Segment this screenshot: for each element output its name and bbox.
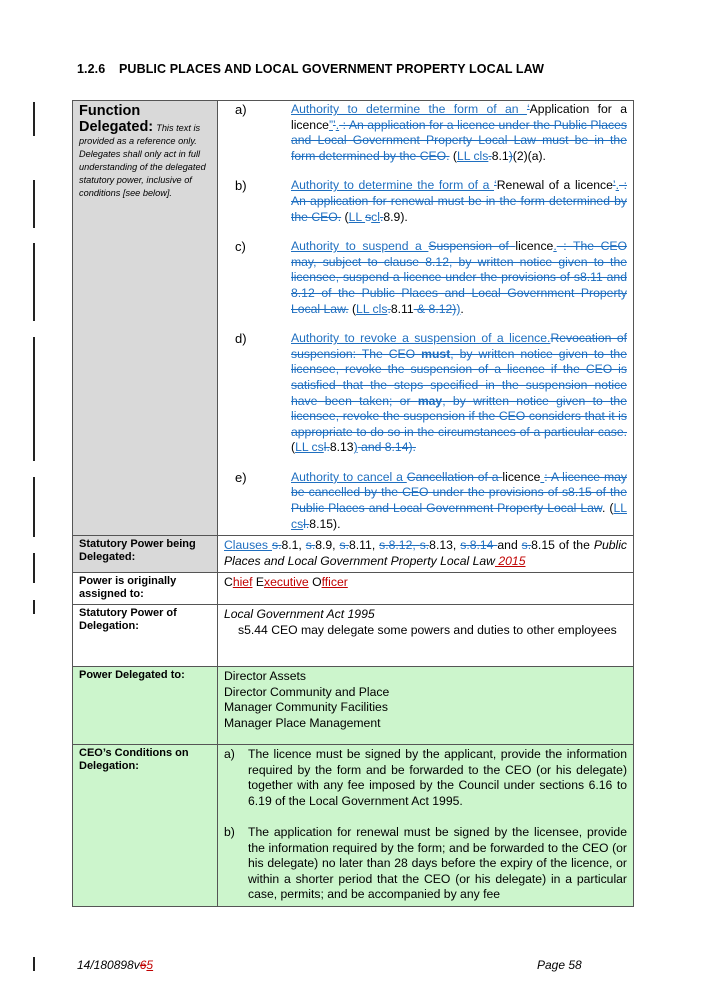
text-run: ( — [341, 209, 349, 224]
section-heading — [77, 62, 544, 76]
text-run: Authority to determine the form of an — [291, 102, 527, 116]
function-delegated-label: Function Delegated: — [79, 103, 154, 135]
change-bar — [33, 337, 35, 461]
text-run: : The CEO may, subject to clause 8.12, by written notice given to the licensee, suspend a licence under the provisions of s8.11 and 8.12 of the Public Places and Local Government Property Local Law. — [291, 239, 627, 316]
text-run: and 8.14) — [357, 440, 413, 455]
text-run: Clauses — [224, 538, 272, 553]
statutory-power-label: Statutory Power being Delegated: — [73, 536, 218, 573]
doc-version-inserted: 5 — [146, 958, 154, 972]
text-run: 8.9). — [383, 209, 408, 224]
text-run: . — [345, 538, 349, 553]
text-run: 8.13 — [329, 440, 354, 455]
function-delegated-note: This text is provided as a reference only. Delegates shall only act in full understanding of the delegated statutory power, inclusive of conditions [see below]. — [79, 123, 206, 198]
statutory-power-row — [73, 536, 634, 573]
item-letter: e) — [235, 469, 247, 485]
power-of-delegation-cell — [218, 605, 634, 667]
text-run: Authority to revoke a suspension of a licence. — [291, 331, 551, 346]
text-run: 8.13, — [429, 538, 461, 553]
text-run: must — [421, 346, 451, 361]
function-item — [224, 331, 627, 456]
text-run: . — [527, 538, 532, 553]
item-letter: d) — [235, 331, 247, 347]
text-run: . — [335, 117, 340, 132]
statutory-power-text — [218, 536, 634, 573]
function-item — [224, 178, 627, 225]
text-run: fficer — [321, 575, 348, 590]
condition-letter: a) — [224, 747, 235, 762]
change-bar — [33, 180, 35, 228]
change-bar — [33, 957, 35, 971]
text-run: . — [305, 516, 310, 531]
text-run: . — [326, 440, 330, 455]
conditions-row — [73, 745, 634, 907]
text-run: . — [488, 148, 492, 163]
text-run: s.8.14 — [460, 538, 498, 553]
text-run: (2)(a). — [512, 148, 546, 163]
power-of-delegation-label: Statutory Power of Delegation: — [73, 605, 218, 667]
text-run: : An application for renewal must be in the form determined by the CEO. — [291, 178, 627, 224]
text-run: Authority to suspend a — [291, 239, 429, 254]
power-of-delegation-row — [73, 605, 634, 667]
delegate-line: Manager Place Management — [224, 715, 381, 730]
text-run: may — [417, 393, 443, 408]
text-run: LL — [348, 209, 366, 224]
text-run: E — [255, 575, 264, 590]
text-run: . — [553, 239, 557, 254]
text-run: s — [271, 538, 279, 553]
text-run: ‘ — [494, 178, 497, 193]
function-delegated-label-cell — [73, 101, 218, 536]
text-run: . ( — [602, 501, 614, 516]
originally-assigned-text — [218, 573, 634, 605]
text-run: 8.1 — [491, 148, 509, 163]
text-run: LL cs — [295, 440, 324, 455]
delegation-table — [72, 100, 634, 907]
function-item — [224, 470, 627, 532]
text-run: ) — [353, 440, 358, 455]
text-run: LL cls — [456, 148, 489, 163]
text-run: ” — [328, 117, 333, 132]
text-run: Authority to determine the form of a — [291, 178, 495, 193]
text-run: Authority to cancel a — [291, 469, 407, 484]
text-run: , by written notice given to the licensee, revoke the suspension of a licence if the CEO is satisfied that the steps specified in the suspension notice have been taken; or — [291, 346, 627, 408]
text-run: l — [323, 440, 327, 455]
text-run: 8.11, — [349, 538, 380, 553]
item-text — [291, 470, 627, 532]
text-run: ( — [449, 148, 457, 163]
text-run: . — [615, 178, 619, 193]
text-run: Revocation of suspension: The CEO — [291, 331, 627, 361]
item-letter: a) — [235, 102, 247, 117]
text-run: ’ — [333, 117, 336, 132]
text-run: . — [460, 301, 464, 316]
text-run: Public Places and Local Government Property Local Law — [224, 538, 628, 568]
text-run: , by written notice given to the licensee, revoke the suspension if the CEO considers that it is appropriate to do so in the circumstances of a particular case. — [291, 393, 627, 439]
condition-text: The application for renewal must be signed by the licensee, provide the information required by the form; and be forwarded to the CEO (or his delegate) no later than 28 days before the expiry of the licence, or within a shorter period that the CEO (or his delegate) in a particular case, permits; and be accompanied by any fee — [248, 825, 627, 902]
text-run: O — [312, 575, 322, 590]
text-run: Suspension of — [428, 239, 516, 254]
text-run: 8.11 — [390, 301, 414, 316]
change-bar — [33, 600, 35, 614]
text-run: . — [412, 440, 416, 455]
condition-item — [224, 747, 627, 809]
text-run: s.8.12, — [379, 538, 420, 553]
text-run: LL cs — [291, 501, 627, 531]
text-run: C — [224, 575, 233, 590]
change-bar — [33, 243, 35, 321]
power-of-delegation-section: s5.44 CEO may delegate some powers and duties to other employees — [238, 622, 617, 637]
text-run: Cancellation of a — [406, 469, 503, 484]
change-bar — [33, 477, 35, 537]
text-run: : A licence may be cancelled by the CEO under the provisions of s8.15 of the Public Places and Local Government Property Local Law — [291, 469, 627, 516]
change-bar — [33, 553, 35, 583]
text-run: xecutive — [264, 575, 309, 590]
text-run: ’ — [612, 178, 616, 193]
item-letter: c) — [235, 239, 246, 255]
text-run: : An application for a licence under the Public Places and Local Government Property Local Law must be in the form determined by the CEO. — [291, 117, 627, 163]
text-run: licence — [515, 239, 554, 254]
text-run: LL cls — [356, 301, 388, 316]
text-run: Renewal of a licence — [496, 178, 613, 193]
change-bar — [33, 102, 35, 136]
item-text — [291, 178, 627, 225]
doc-version-deleted: 6 — [139, 958, 147, 972]
delegated-to-row — [73, 667, 634, 745]
item-text — [291, 239, 627, 317]
text-run: & 8.12) — [413, 301, 457, 316]
text-run: s — [365, 209, 372, 224]
text-run: 2015 — [494, 553, 526, 568]
conditions-cell — [218, 745, 634, 907]
text-run: ) — [456, 301, 461, 316]
function-item — [224, 239, 627, 317]
text-run: ( — [291, 440, 296, 455]
text-run: cl — [371, 209, 380, 224]
text-run: hief — [232, 575, 253, 590]
originally-assigned-row — [73, 573, 634, 605]
conditions-label: CEO’s Conditions on Delegation: — [73, 745, 218, 907]
condition-item — [224, 825, 627, 903]
delegate-line: Manager Community Facilities — [224, 700, 388, 715]
section-title: PUBLIC PLACES AND LOCAL GOVERNMENT PROPERTY LOCAL LAW — [119, 62, 544, 76]
text-run: licence — [502, 469, 541, 484]
item-letter: b) — [235, 178, 247, 194]
text-run: 8.9, — [315, 538, 340, 553]
document-reference: 14/180898v65 — [77, 958, 154, 972]
text-run: . — [311, 538, 316, 553]
text-run: 8.15 of the — [531, 538, 594, 553]
text-run: s — [521, 538, 528, 553]
text-run: 8.15). — [309, 516, 341, 531]
text-run: ) — [508, 148, 513, 163]
item-text — [291, 331, 627, 456]
originally-assigned-label: Power is originally assigned to: — [73, 573, 218, 605]
text-run: ‘ — [526, 102, 530, 116]
power-of-delegation-act: Local Government Act 1995 — [224, 607, 375, 622]
condition-text: The licence must be signed by the applicant, provide the information required by the form and be forwarded to the CEO (or his delegate) together with any fee imposed by the Council under sections 6.16 to 6.19 of the Local Government Act 1995. — [248, 747, 627, 808]
text-run: and — [497, 538, 522, 553]
function-delegated-row — [73, 101, 634, 536]
condition-letter: b) — [224, 825, 235, 840]
text-run: Application for a licence — [291, 102, 627, 132]
text-run: ( — [348, 301, 357, 316]
delegated-to-cell — [218, 667, 634, 745]
text-run: . — [387, 301, 391, 316]
text-run: s — [419, 538, 426, 553]
function-item — [224, 102, 627, 164]
item-text — [291, 102, 627, 164]
function-delegated-items — [218, 101, 634, 536]
text-run: 8.1, — [281, 538, 306, 553]
delegated-to-label: Power Delegated to: — [73, 667, 218, 745]
delegate-line: Director Community and Place — [224, 684, 390, 699]
section-number: 1.2.6 — [77, 62, 106, 76]
page-number: Page 58 — [537, 958, 582, 972]
text-run: . — [425, 538, 430, 553]
text-run: s — [339, 538, 346, 553]
delegate-line: Director Assets — [224, 669, 306, 684]
text-run: . — [379, 209, 384, 224]
text-run: l — [303, 516, 306, 531]
text-run: s — [305, 538, 312, 553]
text-run: . — [278, 538, 282, 553]
